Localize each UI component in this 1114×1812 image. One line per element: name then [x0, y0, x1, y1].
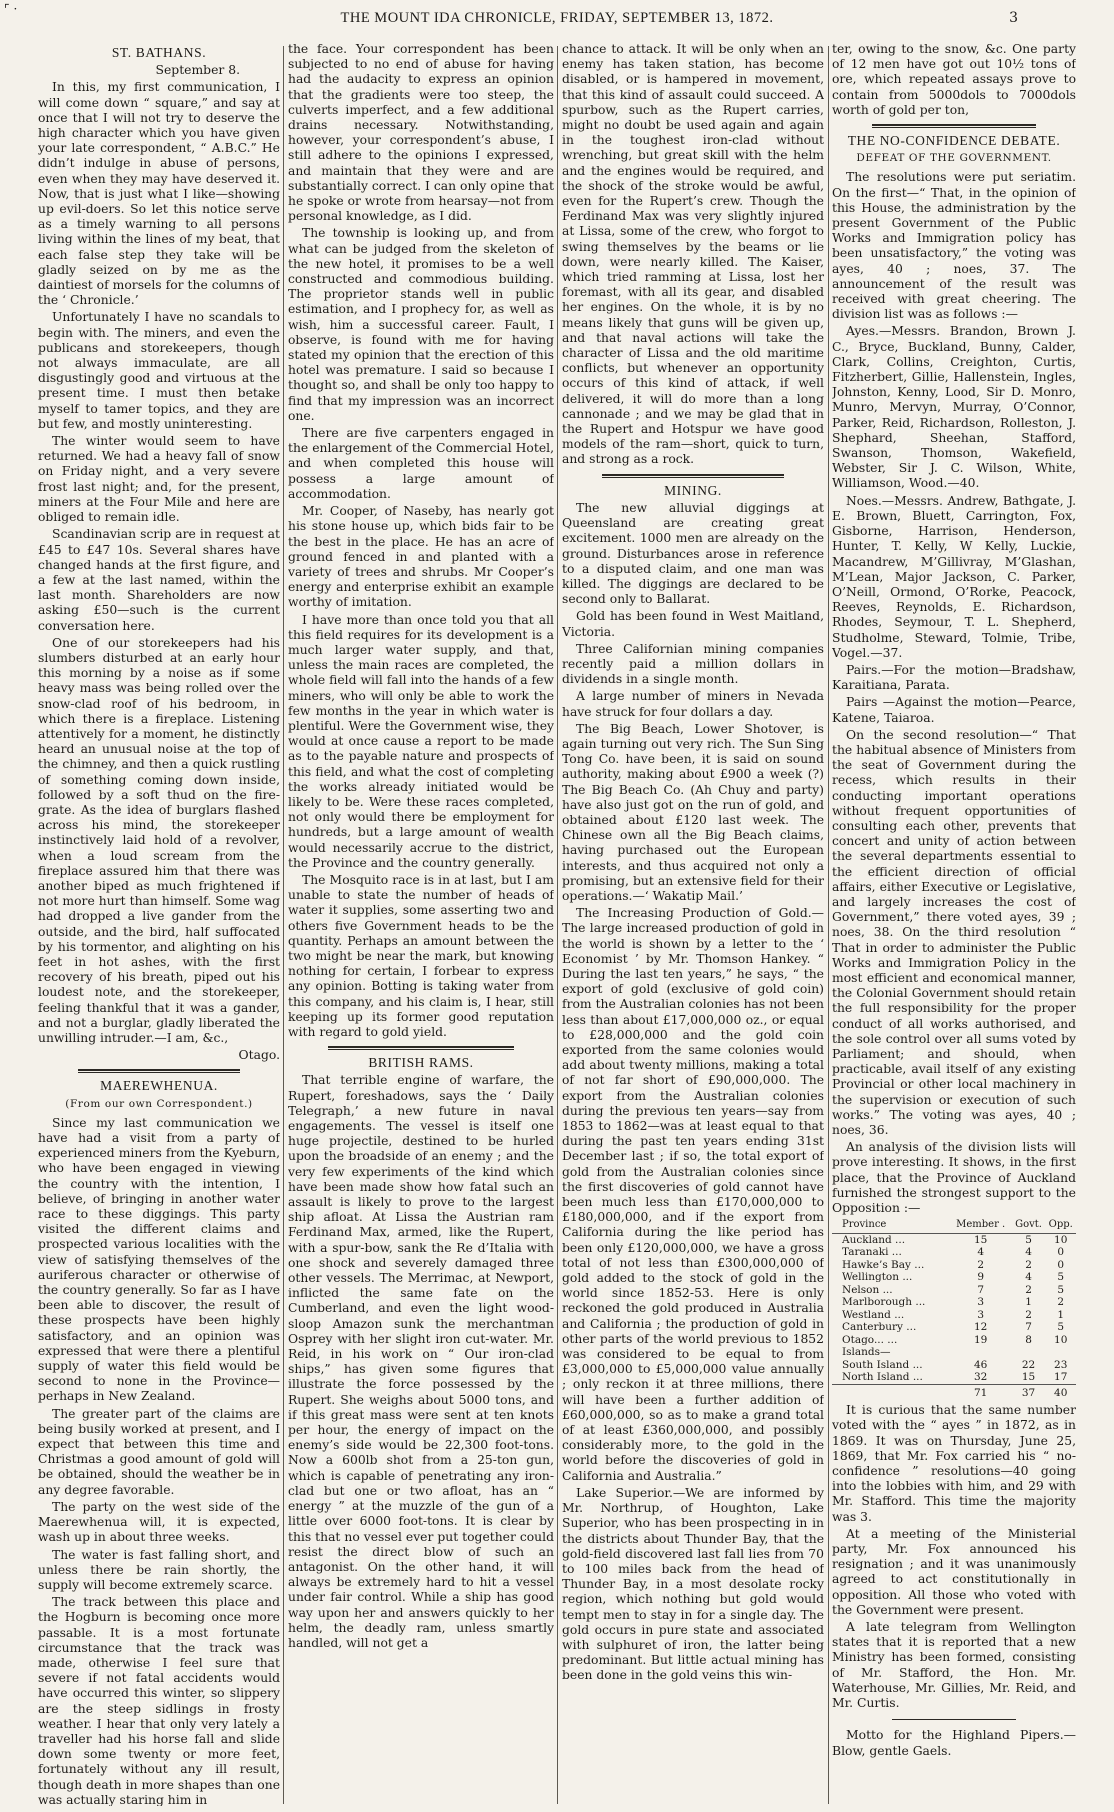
article-heading-no-confidence-debate: THE NO-CONFIDENCE DEBATE.: [847, 133, 1061, 149]
province-cell: [832, 1384, 950, 1399]
table-row: [832, 1309, 1076, 1322]
paragraph: Ayes.—Messrs. Brandon, Brown J. C., Bryce, Buckland, Bunny, Calder, Clark, Collins, Creighton, Curtis, Fitzherbert, Gillie, Hallenstein, Ingles, Johnston, Kenny, Lood, Sir D. Monro, Munro, Mervyn, Murray, O’Connor, Parker, Reid, Richardson, Rolleston, J. Shephard, Sheehan, Stafford, Swanson, Thomson, Wakefield, Webster, Sir J. C. Wilson, White, Williamson, Wood.—40.: [832, 324, 1076, 491]
table-row: [832, 1233, 1076, 1246]
byline: (From our own Correspondent.): [65, 1097, 253, 1110]
paragraph: ter, owing to the snow, &c. One party of 12 men have got out 10½ tons of ore, which repeated assays prove to contain from 5000dols to 7000dols worth of gold per ton,: [832, 42, 1076, 117]
paragraph: The winter would seem to have returned. We had a heavy fall of snow on Friday night, and a very severe frost last night; and, for the present, miners at the Four Mile and here are obliged to remain idle.: [38, 434, 280, 525]
opp-cell: 40: [1045, 1384, 1076, 1399]
paragraph: A late telegram from Wellington states that it is reported that a new Ministry has been formed, consisting of Mr. Stafford, the Hon. Mr. Waterhouse, Mr. Gillies, Mr. Reid, and Mr. Curtis.: [832, 1620, 1076, 1711]
divider: [892, 1719, 1016, 1720]
opp-cell: [1045, 1346, 1076, 1359]
govt-cell: 8: [1025, 1333, 1032, 1346]
signature: Otago.: [238, 1048, 280, 1063]
column-header: Member .: [950, 1219, 1012, 1233]
column-rule: [828, 46, 829, 1804]
govt-cell: 5: [1025, 1233, 1032, 1246]
members-cell: 46: [973, 1358, 988, 1371]
opp-cell: 5: [1057, 1271, 1065, 1284]
column-1: [38, 42, 280, 1806]
paragraph: On the second resolution—“ That the habitual absence of Ministers from the seat of Government during the recess, which results in their conducting important operations without frequent opportunities of consulting each other, prevents that concert and unity of action between the several departments essential to the efficient direction of official affairs, either Executive or Legislative, and largely increases the cost of Government,” there voted ayes, 39 ; noes, 38. On the third resolution “ That in order to administer the Public Works and Immigration Policy in the most efficient and economical manner, the Colonial Government should retain the full responsibility for the proper conduct of all works authorised, and the sole control over all sums voted by Parliament; and should, when practicable, avail itself of any existing Provincial or other local machinery in the supervision or execution of such works.” The voting was ayes, 40 ; noes, 36.: [832, 727, 1076, 1138]
table-row: [832, 1284, 1076, 1297]
paragraph: Unfortunately I have no scandals to begin with. The miners, and even the publicans and storekeepers, though not always immaculate, are all disgustingly good and virtuous at the present time. I must then betake myself to tamer topics, and they are but few, and mostly uninteresting.: [38, 310, 280, 431]
opp-cell: 17: [1054, 1371, 1068, 1384]
dateline: September 8.: [155, 63, 240, 78]
paragraph: There are five carpenters engaged in the enlargement of the Commercial Hotel, and when completed this house will possess a large amount of accommodation.: [288, 426, 554, 501]
paragraph: The new alluvial diggings at Queensland are creating great excitement. 1000 men are already on the ground. Disturbances arose in reference to a disputed claim, and one man was killed. The diggings are declared to be second only to Ballarat.: [562, 500, 824, 607]
closing-note: Motto for the Highland Pipers.—Blow, gentle Gaels.: [832, 1728, 1076, 1758]
province-cell: Canterbury ...: [842, 1321, 917, 1334]
paragraph: Noes.—Messrs. Andrew, Bathgate, J. E. Brown, Bluett, Carrington, Fox, Gisborne, Harrison, Henderson, Hunter, T. Kelly, W Kelly, Luckie, Macandrew, M’Gillivray, M’Glashan, M’Lean, Major Jackson, C. Parker, O’Neill, Ormond, O’Rorke, Peacock, Reeves, Reynolds, E. Richardson, Rhodes, Seymour, T. L. Shepherd, Studholme, Steward, Tolmie, Tribe, Vogel.—37.: [832, 493, 1076, 660]
column-header: Province: [832, 1219, 950, 1233]
govt-cell: 37: [1012, 1384, 1046, 1399]
paragraph: Since my last communication we have had a visit from a party of experienced miners from the Kyeburn, who have been engaged in viewing the country with the intention, I believe, of bringing in another water race to these diggings. This party visited the different claims and prospected various localities with the view of satisfying themselves of the auriferous character or otherwise of the country generally. So far as I have been able to discover, the result of these prospects have been highly satisfactory, and an opinion was expressed that were there a plentiful supply of water this field would be second to none in the Province—perhaps in New Zealand.: [38, 1115, 280, 1404]
paragraph: Gold has been found in West Maitland, Victoria.: [562, 609, 824, 639]
govt-cell: 7: [1025, 1321, 1032, 1334]
members-cell: 71: [950, 1384, 1012, 1399]
table-row: [832, 1271, 1076, 1284]
paragraph: That terrible engine of warfare, the Rupert, foreshadows, says the ‘ Daily Telegraph,’ a new future in naval engagements. The vessel is itself one huge projectile, destined to be hurled upon the broadside of an enemy ; and the very few experiments of the kind which have been made show how fatal such an assault is likely to prove to the largest ship afloat. At Lissa the Austrian ram Ferdinand Max, armed, like the Rupert, with a spur-bow, sank the Re d’Italia with one shock and severely damaged three other vessels. The Merrimac, at Newport, inflicted the same fate on the Cumberland, and even the light wood-sloop Amazon sunk the merchantman Osprey with her slight iron cut-water. Mr. Reid, in his work on “ Our iron-clad ships,” has given some figures that illustrate the force possessed by the Rupert. She weighs about 5000 tons, and if this great mass were sent at ten knots per hour, the energy of impact on the enemy’s side would be 22,300 foot-tons. Now a 600lb shot from a 25-ton gun, which is capable of penetrating any iron-clad but one or two afloat, has an “ energy ” at the muzzle of the gun of a little over 6000 foot-tons. It is clear by this that no vessel ever put together could resist the direct blow of such an antagonist. On the other hand, it will always be extremely hard to hit a vessel under fair control. While a ship has good way upon her and answers quickly to her helm, the deadly ram, unless smartly handled, will not get a: [288, 1073, 554, 1650]
table-total-row: [832, 1384, 1076, 1399]
paragraph: the face. Your correspondent has been subjected to no end of abuse for having had the audacity to express an opinion that the gradients were too steep, the culverts imperfect, and a few additional drains necessary. Notwithstanding, however, your correspondent’s abuse, I still adhere to the opinions I expressed, and maintain that they were and are substantially correct. I can only opine that he spoke or wrote from hearsay—not from personal knowledge, as I did.: [288, 42, 554, 224]
article-subheading: DEFEAT OF THE GOVERNMENT.: [856, 152, 1052, 165]
paragraph: The Increasing Production of Gold.—The large increased production of gold in the world is shown by a letter to the ‘ Economist ’ by Mr. Thomson Hankey. “ During the last ten years,” he says, “ the export of gold (exclusive of gold coin) from the Australian colonies has not been less than about £17,000,000 oz., or equal to £28,000,000 and the gold coin exported from the same colonies would add about twenty millions, making a total of not far short of £90,000,000. The export from the Australian colonies during the previous ten years—say from 1853 to 1862—was at least equal to that during the past ten years ending 31st December last ; if so, the total export of gold from the Australian colonies since the first discoveries of gold cannot have been much less than £170,000,000 to £180,000,000, and if the export from California during the like period has been only £120,000,000, we have a gross total of not less than £300,000,000 of gold added to the stock of gold in the world since 1852-53. Here is only reckoned the gold produced in Australia and California ; the production of gold in other parts of the world previous to 1852 was considered to be equal to from £3,000,000 to £5,000,000 value annually ; only reckon it at three millions, there will have been a further addition of £60,000,000, so as to make a grand total of at least £360,000,000, and possibly considerably more, to the gold in the world before the discoveries of gold in California and Australia.”: [562, 906, 824, 1483]
members-cell: 32: [973, 1371, 988, 1384]
members-cell: 19: [973, 1333, 988, 1346]
paragraph: Scandinavian scrip are in request at £45 to £47 10s. Several shares have changed hands at the first figure, and a few at the last named, within the last month. Shareholders are now asking £50—such is the current conversation here.: [38, 527, 280, 633]
division-analysis-table: [832, 1219, 1076, 1399]
province-cell: Nelson ...: [842, 1283, 893, 1296]
paragraph: The township is looking up, and from what can be judged from the skeleton of the new hotel, it promises to be a well constructed and commodious building. The proprietor stands well in public estimation, and I prophecy for, as well as wish, him a successful career. Fault, I observe, is found with me for having stated my opinion that the erection of this hotel was premature. I said so because I thought so, and shall be only too happy to find that my impression was an incorrect one.: [288, 226, 554, 423]
article-heading-mining: MINING.: [664, 482, 722, 498]
paragraph: The Mosquito race is in at last, but I am unable to state the number of heads of water it supplies, some asserting two and others five Government heads to be the quantity. Perhaps an amount between the two might be near the mark, but knowing nothing for certain, I forbear to express any opinion. Botting is taking water from this company, and his claim is, I hear, still keeping up its former good reputation with regard to gold yield.: [288, 872, 554, 1039]
table-row: [832, 1334, 1076, 1347]
table-row: [832, 1246, 1076, 1259]
govt-cell: 2: [1025, 1258, 1032, 1271]
page-number: 3: [1009, 10, 1018, 26]
newspaper-title: THE MOUNT IDA CHRONICLE, FRIDAY, SEPTEMBER 13, 1872.: [340, 10, 774, 26]
opp-cell: 10: [1054, 1333, 1068, 1346]
opp-cell: 2: [1057, 1296, 1065, 1309]
column-header: Govt.: [1012, 1219, 1046, 1233]
members-cell: 7: [977, 1283, 985, 1296]
article-heading-maerewhenua: MAEREWHENUA.: [100, 1078, 218, 1094]
divider: [602, 477, 784, 478]
table-row: [832, 1296, 1076, 1309]
province-cell: Otago... ...: [842, 1333, 898, 1346]
divider: [328, 1049, 514, 1050]
paragraph: An analysis of the division lists will prove interesting. It shows, in the first place, that the Province of Auckland furnished the strongest support to the Opposition :—: [832, 1140, 1076, 1216]
paragraph: I have more than once told you that all this field requires for its development is a much larger water supply, and that, unless the main races are completed, the whole field will fall into the hands of a few miners, who will only be able to work the few months in the year in which water is plentiful. Were the Government wise, they would at once cause a report to be made as to the payable nature and prospects of this field, and what the cost of completing the works already initiated would be likely to be. Were these races completed, not only would there be employment for hundreds, but a large amount of wealth would necessarily accrue to the district, the Province and the country generally.: [288, 612, 554, 870]
paragraph: The resolutions were put seriatim. On the first—“ That, in the opinion of this House, the administration by the present Government of the Public Works and Immigration policy has been unsatisfactory,” the voting was ayes, 40 ; noes, 37. The announcement of the result was received with great cheering. The division list was as follows :—: [832, 170, 1076, 322]
paragraph: Three Californian mining companies recently paid a million dollars in dividends in a single month.: [562, 641, 824, 687]
column-2: [288, 42, 554, 1806]
divider: [872, 127, 1036, 128]
table-row: [832, 1346, 1076, 1359]
govt-cell: 4: [1025, 1271, 1032, 1284]
corner-mark: ⌜ ·: [4, 2, 18, 16]
members-cell: 2: [977, 1258, 985, 1271]
column-4: [832, 42, 1076, 1806]
members-cell: 15: [973, 1233, 988, 1246]
govt-cell: [1012, 1346, 1046, 1359]
opp-cell: 5: [1057, 1321, 1065, 1334]
paragraph: chance to attack. It will be only when an enemy has taken station, has become disabled, or is hampered in movement, that this kind of assault could succeed. A spurbow, such as the Rupert carries, might no doubt be used again and again in the toughest iron-clad without wrenching, but great skill with the helm and the engines would be required, and the shock of the stroke would be awful, even for the Rupert’s crew. Though the Ferdinand Max was very slightly injured at Lissa, some of the crew, who forgot to swing themselves by the beams or lie down, were nearly killed. The Kaiser, which tried ramming at Lissa, lost her foremast, with all its gear, and disabled her engines. On the whole, it is by no means likely that guns will be given up, and that naval actions will take the character of Lissa and the old maritime conflicts, but whenever an opportunity occurs of this kind of attack, if well delivered, it will do more than a long cannonade ; and we may be glad that in the Rupert and Hotspur we have good models of the ram—short, quick to turn, and strong as a rock.: [562, 42, 824, 467]
members-cell: 9: [977, 1271, 985, 1284]
paragraph: Lake Superior.—We are informed by Mr. Northrup, of Houghton, Lake Superior, who has been prospecting in in the districts about Thunder Bay, that the gold-field discovered last fall lies from 70 to 100 miles back from the head of Thunder Bay, in a most desolate rocky region, which nothing but gold would tempt men to stay in for a single day. The gold occurs in pure state and associated with sulphuret of iron, the latter being predominant. But little actual mining has been done in the gold veins this win-: [562, 1485, 824, 1683]
govt-cell: 2: [1025, 1283, 1032, 1296]
paragraph: In this, my first communication, I will come down “ square,” and say at once that I will not try to deserve the high character which you have given your late correspondent, “ A.B.C.” He didn’t indulge in abuse of persons, even when they may have deserved it. Now, that is just what I like—showing up evil-doers. So let this notice serve as a timely warning to all persons living within the lines of my beat, that each false step they take will be gladly seized on by me as the daintiest of morsels for the columns of the ‘ Chronicle.’: [38, 80, 280, 308]
paragraph: The greater part of the claims are being busily worked at present, and I expect that between this time and Christmas a good amount of gold will be obtained, should the weather be in any degree favorable.: [38, 1406, 280, 1497]
divider: [872, 124, 1036, 126]
province-cell: Marlborough ...: [842, 1296, 926, 1309]
masthead: [0, 0, 1114, 40]
opp-cell: 23: [1054, 1358, 1068, 1371]
province-cell: North Island ...: [842, 1371, 923, 1384]
province-cell: Auckland ...: [842, 1233, 906, 1246]
members-cell: 3: [977, 1308, 985, 1321]
govt-cell: 22: [1021, 1358, 1036, 1371]
opp-cell: 10: [1054, 1233, 1068, 1246]
province-cell: South Island ...: [842, 1358, 923, 1371]
paragraph: A large number of miners in Nevada have struck for four dollars a day.: [562, 689, 824, 719]
paragraph: It is curious that the same number voted with the “ ayes ” in 1872, as in 1869. It was on Thursday, June 25, 1869, that Mr. Fox carried his “ no-confidence ” resolutions—40 going into the lobbies with him, and 29 with Mr. Stafford. This time the majority was 3.: [832, 1403, 1076, 1524]
province-cell: Westland ...: [842, 1308, 905, 1321]
divider: [78, 1072, 240, 1073]
paragraph: Pairs.—For the motion—Bradshaw, Karaitiana, Parata.: [832, 662, 1076, 693]
article-heading-st-bathans: ST. BATHANS.: [111, 45, 207, 60]
paragraph: The Big Beach, Lower Shotover, is again turning out very rich. The Sun Sing Tong Co. have been, it is said on sound authority, making about £900 a week (?) The Big Beach Co. (Ah Chuy and party) have also just got on the run of gold, and obtained about £120 last week. The Chinese own all the Big Beach claims, having purchased out the European interests, and thus acquired not only a promising, but an extensive field for their operations.—‘ Wakatip Mail.’: [562, 721, 824, 903]
table-row: [832, 1321, 1076, 1334]
paragraph: Pairs —Against the motion—Pearce, Katene, Taiaroa.: [832, 695, 1076, 725]
divider: [602, 474, 784, 476]
opp-cell: 0: [1057, 1258, 1065, 1271]
opp-cell: 0: [1057, 1246, 1065, 1259]
paragraph: One of our storekeepers had his slumbers disturbed at an early hour this morning by a noise as if some heavy mass was being rolled over the snow-clad roof of his bedroom, in which there is a fireplace. Listening attentively for a moment, he distinctly heard an unusual noise at the top of the chimney, and then a quick rustling of something coming down inside, followed by a soft thud on the fire-grate. As the idea of burglars flashed across his mind, the storekeeper instinctively laid hold of a revolver, when a loud scream from the fireplace assured him that there was another biped as much frightened if not more hurt than himself. Some wag had dropped a live gander from the outside, and the bird, half suffocated by his tormentor, and alighting on his feet in hot ashes, with the first recovery of his breath, piped out his loudest note, and the storekeeper, feeling thankful that it was a gander, and not a burglar, gladly liberated the unwilling intruder.—I am, &c.,: [38, 635, 280, 1045]
members-cell: 3: [977, 1296, 985, 1309]
opp-cell: 1: [1057, 1308, 1065, 1321]
paragraph: At a meeting of the Ministerial party, Mr. Fox announced his resignation ; and it was unanimously agreed to act constitutionally in opposition. All those who voted with the Government were present.: [832, 1526, 1076, 1617]
paragraph: Mr. Cooper, of Naseby, has nearly got his stone house up, which bids fair to be the best in the place. He has an acre of ground fenced in and planted with a variety of trees and shrubs. Mr Cooper’s energy and enterprise exhibit an example worthy of imitation.: [288, 504, 554, 610]
opp-cell: 5: [1057, 1283, 1065, 1296]
paragraph: The party on the west side of the Maerewhenua will, it is expected, wash up in about three weeks.: [38, 1499, 280, 1545]
divider: [328, 1046, 514, 1048]
govt-cell: 15: [1021, 1371, 1036, 1384]
divider: [78, 1069, 240, 1071]
paragraph: The water is fast falling short, and unless there be rain shortly, the supply will become extremely scarce.: [38, 1547, 280, 1592]
members-cell: [950, 1346, 1012, 1359]
column-3: [562, 42, 824, 1806]
table-row: [832, 1359, 1076, 1372]
table-row: [832, 1259, 1076, 1272]
paragraph: The track between this place and the Hogburn is becoming once more passable. It is a most fortunate circumstance that the track was made, otherwise I feel sure that severe if not fatal accidents would have occurred this winter, so slippery are the steep sidlings in frosty weather. I hear that only very lately a traveller had his horse fall and slide down some twenty or more feet, fortunately without any ill result, though death in more shapes than one was actually staring him in: [38, 1595, 280, 1806]
column-rule: [283, 46, 284, 1804]
article-heading-british-rams: BRITISH RAMS.: [368, 1055, 474, 1071]
province-cell: Hawke’s Bay ...: [842, 1258, 925, 1271]
govt-cell: 2: [1025, 1308, 1032, 1321]
column-header: Opp.: [1045, 1219, 1076, 1233]
table-header-row: [832, 1219, 1076, 1233]
table-row: [832, 1371, 1076, 1384]
members-cell: 12: [973, 1321, 988, 1334]
province-cell: Wellington ...: [842, 1271, 913, 1284]
province-cell: Islands—: [842, 1346, 891, 1359]
govt-cell: 4: [1025, 1246, 1032, 1259]
govt-cell: 1: [1025, 1296, 1032, 1309]
members-cell: 4: [977, 1246, 985, 1259]
column-rule: [557, 46, 558, 1804]
province-cell: Taranaki ...: [842, 1246, 902, 1259]
